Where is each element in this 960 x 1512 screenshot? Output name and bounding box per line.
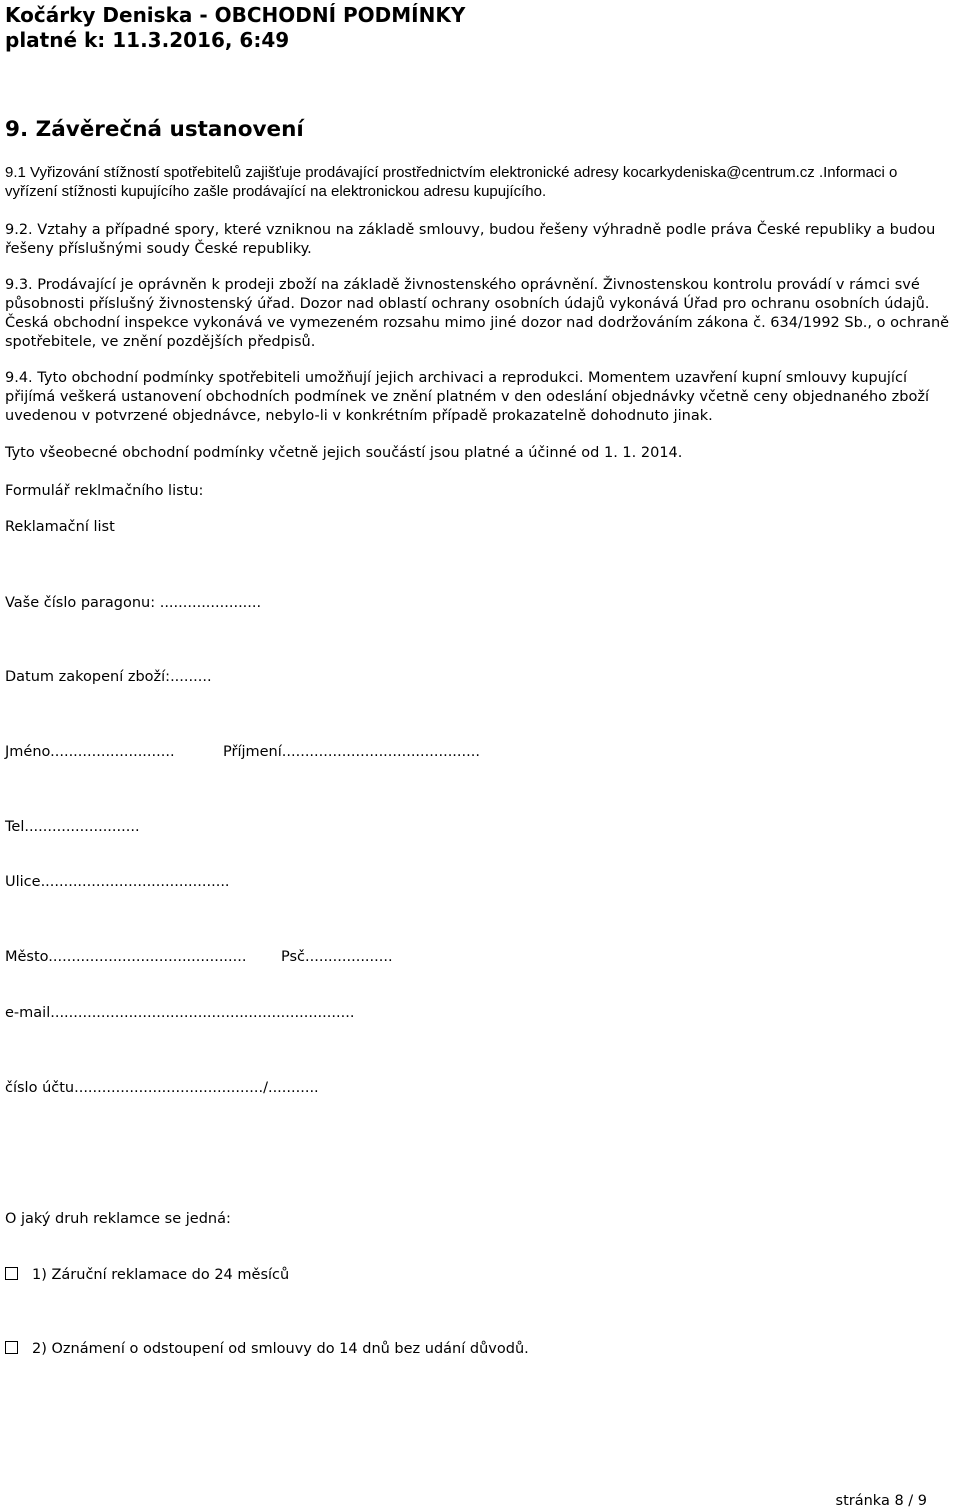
paragraph-validity: Tyto všeobecné obchodní podmínky včetně jejich součástí jsou platné a účinné od 1. 1. 2014. [5, 445, 683, 461]
validity-date: platné k: 11.3.2016, 6:49 [5, 28, 290, 52]
zip-field: Psč................... [281, 949, 393, 965]
account-field: číslo účtu........................................./........... [5, 1080, 319, 1096]
receipt-field: Vaše číslo paragonu: ...................... [5, 595, 262, 611]
purchase-date-field: Datum zakopení zboží:......... [5, 669, 212, 685]
option-warranty[interactable] [5, 1266, 289, 1285]
section-heading: 9. Závěrečná ustanovení [5, 117, 304, 142]
page-number: stránka 8 / 9 [835, 1493, 927, 1509]
claim-type-question: O jaký druh reklamce se jedná: [5, 1211, 231, 1227]
city-field: Město........................................... [5, 949, 247, 965]
first-name-field: Jméno........................... [5, 744, 175, 760]
form-title: Reklamační list [5, 519, 115, 535]
form-intro: Formulář reklmačního listu: [5, 483, 204, 499]
phone-field: Tel......................... [5, 819, 140, 835]
email-field: e-mail.................................................................. [5, 1005, 355, 1021]
paragraph-9-2: 9.2. Vztahy a případné spory, které vzniknou na základě smlouvy, budou řešeny výhradně podle práva České republiky a budou řešeny příslušnými soudy České republiky. [5, 222, 936, 257]
document-title: Kočárky Deniska - OBCHODNÍ PODMÍNKY [5, 3, 466, 27]
checkbox-warranty[interactable] [5, 1267, 18, 1280]
surname-field: Příjmení........................................... [223, 744, 480, 760]
paragraph-9-4: 9.4. Tyto obchodní podmínky spotřebiteli umožňují jejich archivaci a reprodukci. Momentem uzavření kupní smlouvy kupující přijímá veškerá ustanovení obchodních podmínek ve znění platném v den odeslání objednávky včetně ceny objednaného zboží uvedenou v potvrzené objednávce, nebylo-li v konkrétním případě prokazatelně dohodnuto jinak. [5, 370, 929, 424]
street-field: Ulice......................................... [5, 874, 230, 890]
option-warranty-label: 1) Záruční reklamace do 24 měsíců [32, 1267, 290, 1283]
paragraph-9-3: 9.3. Prodávající je oprávněn k prodeji zboží na základě živnostenského oprávnění. Živnostenskou kontrolu provádí v rámci své působnosti příslušný živnostenský úřad. Dozor nad oblastí ochrany osobních údajů vykonává Úřad pro ochranu osobních údajů. Česká obchodní inspekce vykonává ve vymezeném rozsahu mimo jiné dozor nad dodržováním zákona č. 634/1992 Sb., o ochraně spotřebitele, ve znění pozdějších předpisů. [5, 277, 950, 350]
checkbox-withdrawal[interactable] [5, 1341, 18, 1354]
option-withdrawal-label: 2) Oznámení o odstoupení od smlouvy do 14 dnů bez udání důvodů. [32, 1341, 529, 1357]
paragraph-9-1: 9.1 Vyřizování stížností spotřebitelů zajišťuje prodávající prostřednictvím elektronické adresy kocarkydeniska@centrum.cz .Informaci o vyřízení stížnosti kupujícího zašle prodávající na elektronickou adresu kupujícího. [5, 164, 898, 200]
option-withdrawal[interactable] [5, 1340, 529, 1359]
